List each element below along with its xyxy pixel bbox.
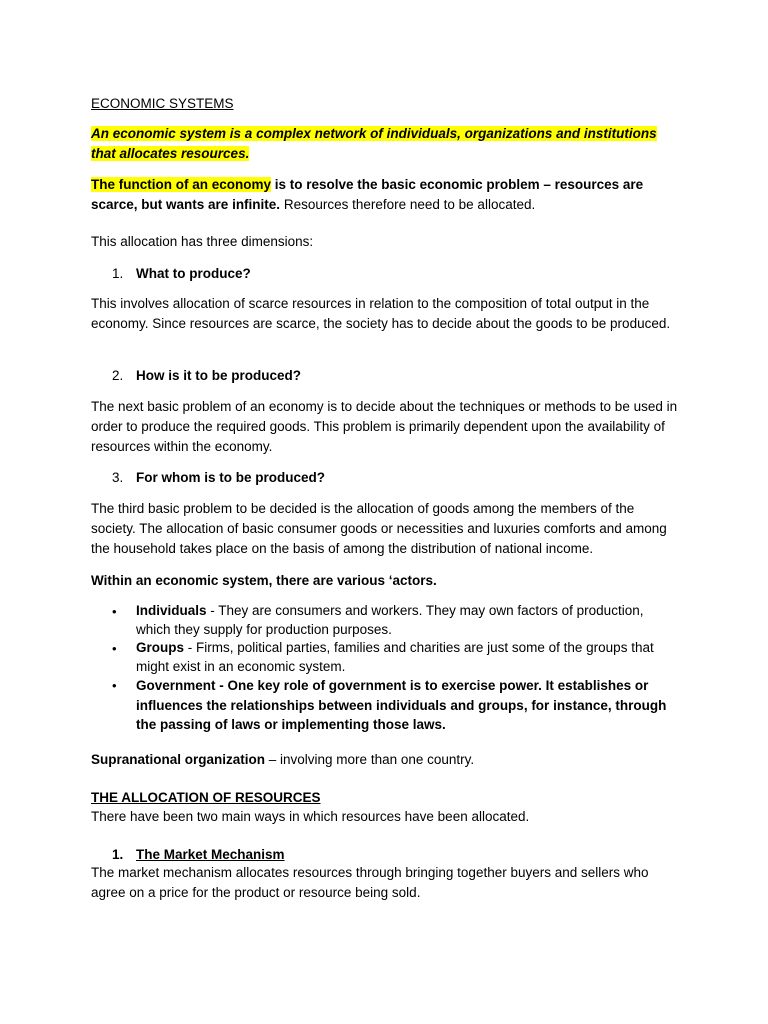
- question-1-heading: What to produce?: [136, 266, 251, 281]
- bullet-icon: •: [112, 641, 117, 656]
- market-mechanism-body: The market mechanism allocates resources through bringing together buyers and sellers who agree on a price for the product or resource being sold.: [91, 865, 649, 900]
- actor-groups: [136, 639, 676, 676]
- bullet-icon: •: [112, 604, 117, 619]
- supranational-paragraph: [91, 750, 681, 770]
- question-1-body: This involves allocation of scarce resources in relation to the composition of total output in the economy. Since resources are scarce, the society has to decide about the goods to be produced.: [91, 296, 671, 331]
- actors-intro: Within an economic system, there are various ‘actors.: [91, 573, 437, 588]
- actor-government: [136, 676, 676, 735]
- supranational-text: – involving more than one country.: [265, 752, 475, 767]
- question-2-number: 2.: [112, 368, 124, 383]
- dimensions-intro: This allocation has three dimensions:: [91, 234, 314, 249]
- definition-highlight: An economic system is a complex network of individuals, organizations and institutions that allocates resources.: [91, 126, 657, 161]
- market-mechanism-number: 1.: [112, 847, 124, 862]
- actor-text: - One key role of government is to exercise power. It establishes or influences the relationships between individuals and groups, for instance, through the passing of laws or implementing those laws.: [136, 678, 667, 732]
- question-3-heading: For whom is to be produced?: [136, 470, 325, 485]
- definition-paragraph: [91, 124, 681, 164]
- question-1-number: 1.: [112, 266, 124, 281]
- function-tail-text: Resources therefore need to be allocated.: [280, 197, 536, 212]
- actor-term: Individuals: [136, 603, 207, 618]
- actor-term: Groups: [136, 640, 185, 655]
- function-highlight: The function of an economy: [91, 177, 272, 192]
- allocation-heading: THE ALLOCATION OF RESOURCES: [91, 790, 321, 805]
- actor-term: Government: [136, 678, 216, 693]
- bullet-icon: •: [112, 678, 117, 693]
- question-3-body: The third basic problem to be decided is the allocation of goods among the members of the society. The allocation of basic consumer goods or necessities and luxuries comforts and among the household takes place on the basis of among the distribution of national income.: [91, 501, 667, 556]
- allocation-intro: There have been two main ways in which resources have been allocated.: [91, 809, 530, 824]
- actor-individuals: [136, 602, 676, 639]
- function-bold-text: is to resolve the basic economic problem – resources are scarce, but wants are infinite.: [91, 177, 644, 212]
- question-3-number: 3.: [112, 470, 124, 485]
- question-2-heading: How is it to be produced?: [136, 368, 301, 383]
- market-mechanism-heading: The Market Mechanism: [136, 847, 285, 862]
- actor-text: - Firms, political parties, families and charities are just some of the groups that might exist in an economic system.: [136, 640, 654, 674]
- question-2-body: The next basic problem of an economy is to decide about the techniques or methods to be used in order to produce the required goods. This problem is primarily dependent upon the availability of resources within the economy.: [91, 399, 678, 454]
- supranational-term: Supranational organization: [91, 752, 266, 767]
- function-paragraph: [91, 175, 681, 215]
- document-title: ECONOMIC SYSTEMS: [91, 96, 234, 111]
- actor-text: - They are consumers and workers. They may own factors of production, which they supply for production purposes.: [136, 603, 644, 637]
